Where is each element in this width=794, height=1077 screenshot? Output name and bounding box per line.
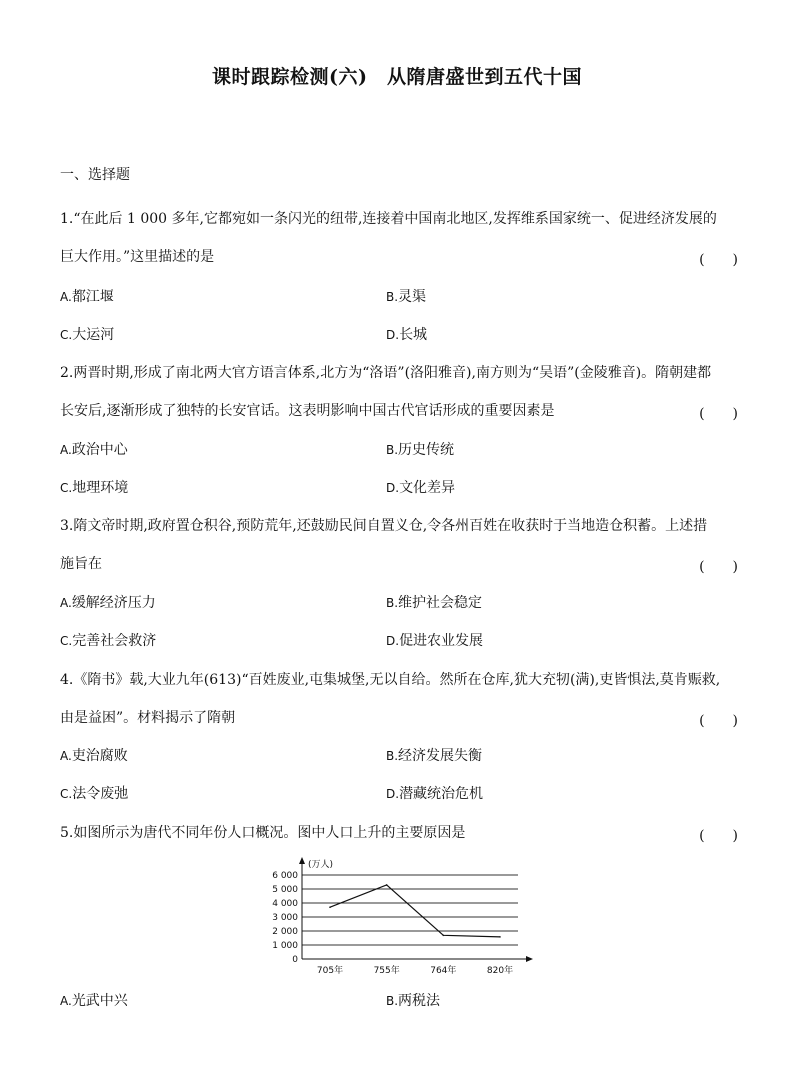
option-text: 灵渠 [398,289,427,305]
y-tick-label: 5 000 [272,885,298,895]
option-a [60,592,156,612]
option-d [386,324,427,344]
x-tick-label: 705年 [316,966,344,976]
answer-blank: ( ) [699,713,738,729]
option-text: 法令废弛 [72,786,129,802]
option-a [60,439,128,459]
option-letter: C. [60,481,73,495]
y-tick-label: 3 000 [272,913,298,923]
question-3-line-2: 施旨在 [60,556,102,572]
option-text: 政治中心 [71,442,128,458]
option-letter: A. [60,596,72,610]
option-b [386,286,426,306]
option-letter: D. [386,481,400,495]
y-tick-label: 6 000 [272,871,298,881]
question-2-line-1: 2.两晋时期,形成了南北两大官方语言体系,北方为“洛语”(洛阳雅音),南方则为“吴语”(金陵雅音)。隋朝建都 [60,365,712,381]
option-text: 维护社会稳定 [398,595,483,611]
option-text: 潜藏统治危机 [399,786,484,802]
section-heading: 一、选择题 [60,167,130,183]
option-a [60,745,128,765]
option-c [60,783,128,803]
option-text: 地理环境 [72,480,129,496]
option-d [386,783,483,803]
question-5-line-1: 5.如图所示为唐代不同年份人口概况。图中人口上升的主要原因是 [60,825,466,841]
option-letter: C. [60,328,73,342]
option-a [60,990,128,1010]
option-letter: B. [386,596,399,610]
y-tick-label: 0 [292,955,298,965]
option-text: 大运河 [72,327,115,343]
option-text: 促进农业发展 [399,633,484,649]
option-text: 两税法 [398,993,441,1009]
option-letter: B. [386,994,399,1008]
option-text: 文化差异 [399,480,456,496]
data-point [499,936,501,938]
option-letter: B. [386,443,399,457]
option-letter: D. [386,634,400,648]
data-point [386,884,388,886]
option-letter: A. [60,994,72,1008]
data-point [443,935,445,937]
question-4-line-2: 由是益困”。材料揭示了隋朝 [60,710,236,726]
option-text: 缓解经济压力 [71,595,156,611]
option-text: 经济发展失衡 [398,748,483,764]
option-d [386,477,455,497]
x-axis-arrow [526,956,533,962]
option-b [386,990,440,1010]
page-title: 课时跟踪检测(六) 从隋唐盛世到五代十国 [212,66,582,88]
option-text: 长城 [399,327,428,343]
answer-blank: ( ) [699,252,738,268]
option-c [60,324,114,344]
answer-blank: ( ) [699,406,738,422]
y-tick-label: 2 000 [272,927,298,937]
option-b [386,745,482,765]
population-line-chart [260,852,540,982]
option-text: 完善社会救济 [72,633,157,649]
answer-blank: ( ) [699,559,738,575]
population-series-line [330,885,500,937]
y-axis-label: (万人) [308,860,334,870]
option-letter: B. [386,290,399,304]
option-letter: B. [386,749,399,763]
question-1-line-1: 1.“在此后 1 000 多年,它都宛如一条闪光的纽带,连接着中国南北地区,发挥维系国家统一、促进经济发展的 [60,211,717,227]
option-text: 历史传统 [398,442,455,458]
option-letter: C. [60,634,73,648]
option-letter: D. [386,787,400,801]
answer-blank: ( ) [699,828,738,844]
x-tick-label: 820年 [486,966,514,976]
option-c [60,630,156,650]
question-2-line-2: 长安后,逐渐形成了独特的长安官话。这表明影响中国古代官话形成的重要因素是 [60,403,555,419]
option-b [386,439,454,459]
option-letter: A. [60,290,72,304]
option-letter: A. [60,443,72,457]
y-tick-label: 1 000 [272,941,298,951]
option-text: 都江堰 [71,289,114,305]
option-text: 光武中兴 [71,993,128,1009]
option-text: 吏治腐败 [71,748,128,764]
y-tick-label: 4 000 [272,899,298,909]
option-letter: D. [386,328,400,342]
x-tick-label: 764年 [430,966,457,976]
option-a [60,286,114,306]
question-3-line-1: 3.隋文帝时期,政府置仓积谷,预防荒年,还鼓励民间自置义仓,令各州百姓在收获时于当地造仓积蓄。上述措 [60,518,708,534]
option-letter: A. [60,749,72,763]
question-1-line-2: 巨大作用。”这里描述的是 [60,249,215,265]
y-axis-arrow [299,857,305,864]
question-4-line-1: 4.《隋书》载,大业九年(613)“百姓废业,屯集城堡,无以自给。然所在仓库,犹大充牣(满),吏皆惧法,莫肯赈救, [60,672,721,688]
option-letter: C. [60,787,73,801]
x-tick-label: 755年 [373,966,400,976]
option-d [386,630,483,650]
option-c [60,477,128,497]
data-point [329,906,331,908]
option-b [386,592,482,612]
